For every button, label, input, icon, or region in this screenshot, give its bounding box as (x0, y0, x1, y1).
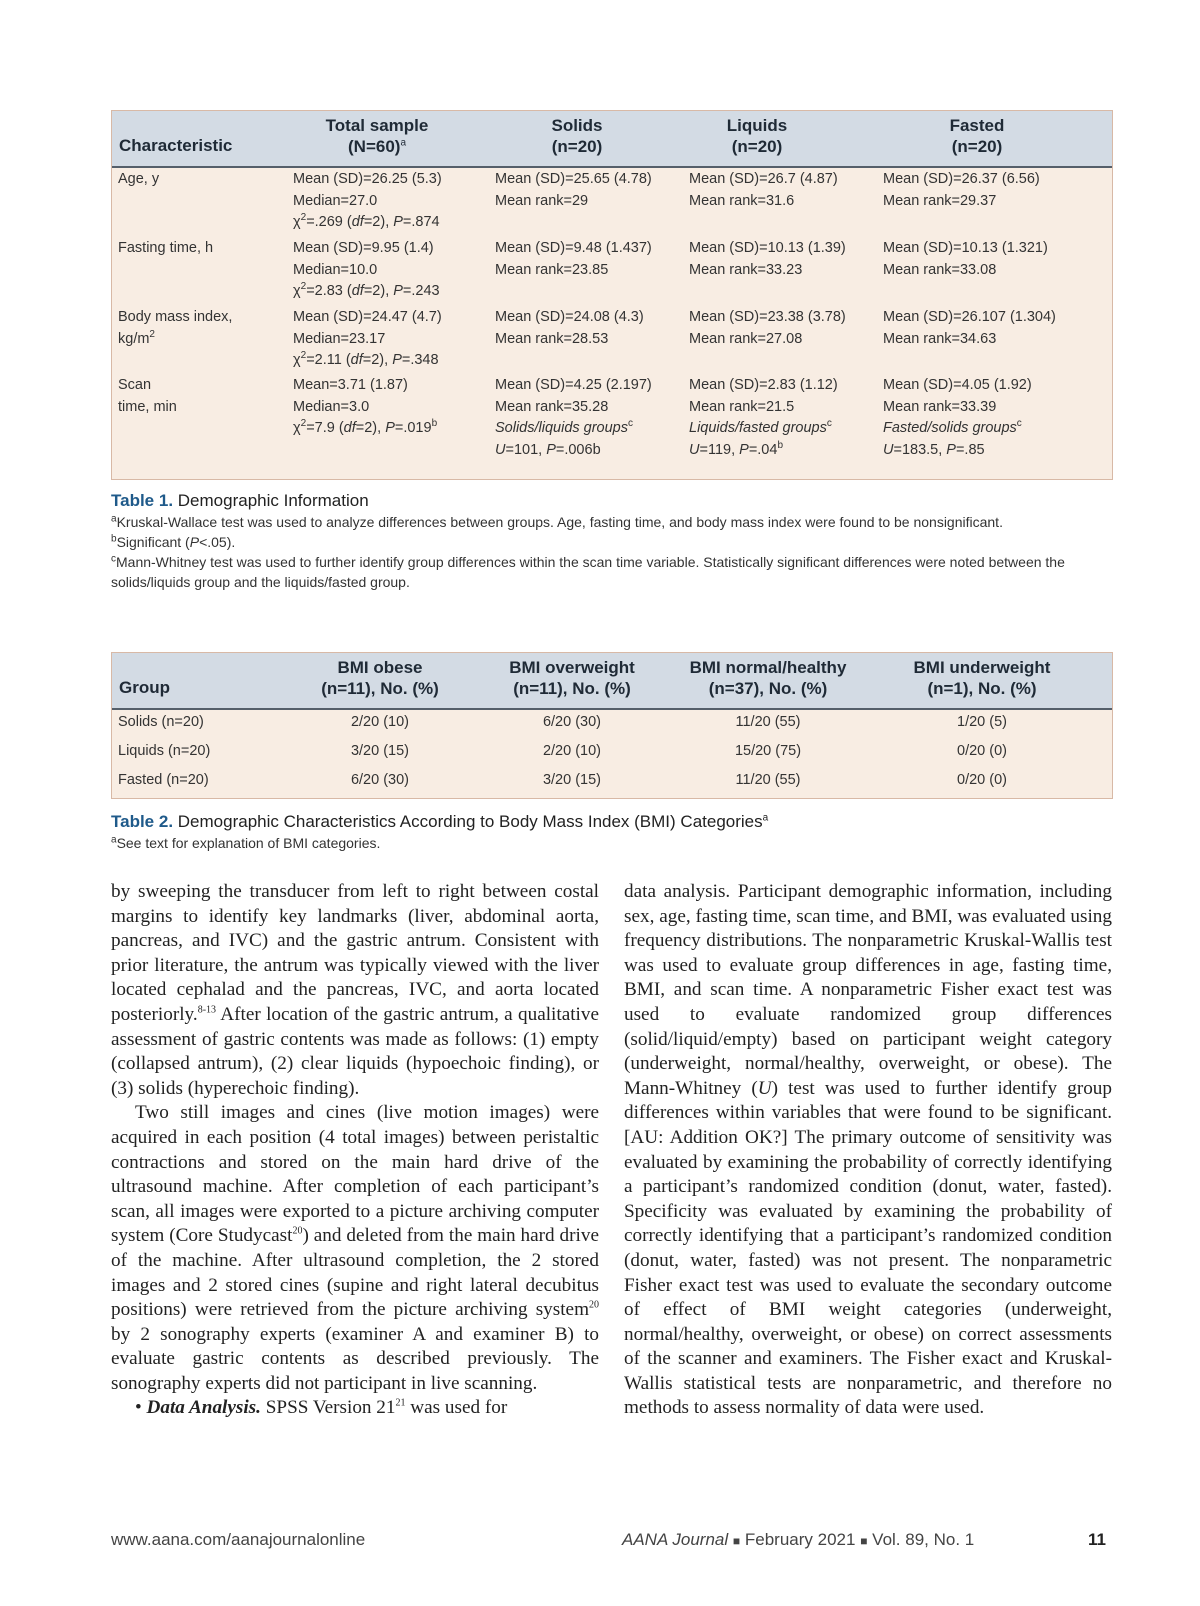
row-bmi-solids: Mean (SD)=24.08 (4.3) Mean rank=28.53 (495, 309, 644, 347)
table-row (112, 738, 1112, 767)
cell-underweight: 1/20 (5) (957, 714, 1007, 730)
table-1-footnotes: $^a$Kruskal-Wallace test was used to analyze differences between groups. Age, fasting time, and body mass index were found to be nonsignificant. $^b$Significant (P<.05). $^c$Mann-Whitney test was used to further identify group differences within the scan time variable. Statistically significant differences were noted between the solids/liquids group and the liquids/fasted group. (111, 513, 1065, 590)
row-age-total: Mean (SD)=26.25 (5.3) Median=27.0 $\chi^2=.269$ (df=2), P=.874 (293, 171, 442, 230)
row-age-solids: Mean (SD)=25.65 (4.78) Mean rank=29 (495, 171, 652, 209)
table-row (112, 709, 1112, 738)
cell-overweight: 6/20 (30) (542, 714, 602, 730)
row-fasting-liquids: Mean (SD)=10.13 (1.39) Mean rank=33.23 (689, 240, 846, 278)
row-scan-fasted: Mean (SD)=4.05 (1.92) Mean rank=33.39 Fasted/solids groups$^c$ U=183.5, P=.85 (883, 377, 1032, 458)
header-liquids: Liquids (n=20) (726, 116, 788, 156)
table-2-footnote: $^a$See text for explanation of BMI categories. (111, 834, 381, 851)
header-total-sample: Total sample (N=60)$^a$ (325, 116, 429, 156)
cell-obese: 2/20 (10) (350, 714, 410, 730)
table-1-header (112, 111, 1112, 168)
cell-normal: 11/20 (55) (735, 772, 801, 788)
row-fasting-fasted: Mean (SD)=10.13 (1.321) Mean rank=33.08 (883, 240, 1048, 278)
header-bmi-normal: BMI normal/healthy (n=37), No. (%) (689, 658, 847, 698)
row-bmi-liquids: Mean (SD)=23.38 (3.78) Mean rank=27.08 (689, 309, 846, 347)
row-age-label: Age, y (118, 171, 160, 187)
header-group: Group (119, 678, 170, 697)
body-column-right (624, 880, 1112, 1421)
header-characteristic: Characteristic (119, 136, 233, 155)
table-1-caption: Table 1. Demographic Information (111, 491, 369, 510)
row-age-liquids: Mean (SD)=26.7 (4.87) Mean rank=31.6 (689, 171, 838, 209)
page-number: 11 (1088, 1530, 1106, 1549)
cell-normal: 11/20 (55) (735, 714, 801, 730)
cell-group: Fasted (n=20) (118, 772, 209, 788)
row-fasting-label: Fasting time, h (118, 240, 214, 256)
row-bmi-fasted: Mean (SD)=26.107 (1.304) Mean rank=34.63 (883, 309, 1056, 347)
row-scan-label: Scan time, min (118, 377, 177, 415)
footer-url: www.aana.com/aanajournalonline (111, 1530, 366, 1549)
cell-normal: 15/20 (75) (734, 743, 802, 759)
data-analysis-heading-paragraph: • Data Analysis. SPSS Version $21^{21}$ was used for (135, 1397, 508, 1419)
table-2-header (112, 653, 1112, 710)
header-bmi-underweight: BMI underweight (n=1), No. (%) (913, 658, 1051, 698)
cell-obese: 3/20 (15) (350, 743, 410, 759)
row-age-fasted: Mean (SD)=26.37 (6.56) Mean rank=29.37 (883, 171, 1040, 209)
header-bmi-overweight: BMI overweight (n=11), No. (%) (509, 658, 635, 698)
paragraph: Two still images and cines (live motion images) were acquired in each position (4 total images) between peristaltic contractions and stored on the main hard drive of the ultrasound machine. After completion of each participant’s scan, all images were exported to a picture archiving computer system (Core Studycast$^{20}$) and deleted from the main hard drive of the machine. After ultrasound completion, the 2 stored images and 2 stored cines (supine and right lateral decubitus positions) were retrieved from the picture archiving system$^{20}$ by 2 sonography experts (examiner A and examiner B) to evaluate gastric contents as described previously. The sonography experts did not participant in live scanning. (111, 1102, 599, 1394)
cell-group: Solids (n=20) (118, 714, 204, 730)
row-scan-liquids: Mean (SD)=2.83 (1.12) Mean rank=21.5 Liquids/fasted groups$^c$ U=119, P=.04$^b$ (689, 377, 838, 458)
row-scan-total: Mean=3.71 (1.87) Median=3.0 $\chi^2=7.9$ (df=2), P=.019$^b$ (293, 377, 438, 436)
paragraph: by sweeping the transducer from left to right between costal margins to identify key landmarks (liver, abdominal aorta, pancreas, and IVC) and the gastric antrum. Consistent with prior literature, the antrum was typically viewed with the liver located cephalad and the pancreas, IVC, and aorta located posteriorly.$^{8-13}$ After location of the gastric antrum, a qualitative assessment of gastric contents was made as follows: (1) empty (collapsed antrum), (2) clear liquids (hypoechoic finding), or (3) solids (hyperechoic finding). (111, 881, 599, 1099)
cell-underweight: 0/20 (0) (957, 743, 1007, 759)
body-column-left (111, 880, 599, 1421)
table-2-caption: Table 2. Demographic Characteristics According to Body Mass Index (BMI) Categories$^a$ (111, 812, 769, 831)
row-bmi-total: Mean (SD)=24.47 (4.7) Median=23.17 $\chi^2=2.11$ (df=2), P=.348 (293, 309, 442, 368)
paragraph: data analysis. Participant demographic information, including sex, age, fasting time, scan time, and BMI, was evaluated using frequency distributions. The nonparametric Kruskal-Wallis test was used to evaluate group differences in age, fasting time, BMI, and scan time. A nonparametric Fisher exact test was used to evaluate randomized group differences (solid/liquid/empty) based on participant weight category (underweight, normal/healthy, overweight, or obese). The Mann-Whitney (U) test was used to further identify group differences within variables that were found to be significant.[AU: Addition OK?] The primary outcome of sensitivity was evaluated by examining the probability of correctly identifying a participant’s randomized condition (donut, water, fasted). Specificity was evaluated by examining the probability of correctly identifying that a participant’s randomized condition (donut, water, fasted) was not present. The nonparametric Fisher exact test was used to evaluate the secondary outcome of effect of BMI weight categories (underweight, normal/healthy, overweight, or obese) on correct assessments of the scanner and examiners. The Fisher exact and Kruskal-Wallis statistical tests are nonparametric, and therefore no methods to assess normality of data were used. (624, 881, 1112, 1419)
row-bmi-label: Body mass index, $kg/m^2$ (118, 309, 233, 347)
row-scan-solids: Mean (SD)=4.25 (2.197) Mean rank=35.28 Solids/liquids groups$^c$ U=101, P=.006b (495, 377, 652, 458)
header-solids: Solids (n=20) (551, 116, 603, 156)
cell-obese: 6/20 (30) (350, 772, 410, 788)
row-fasting-total: Mean (SD)=9.95 (1.4) Median=10.0 $\chi^2=2.83$ (df=2), P=.243 (293, 240, 440, 299)
cell-underweight: 0/20 (0) (957, 772, 1007, 788)
row-fasting-solids: Mean (SD)=9.48 (1.437) Mean rank=23.85 (495, 240, 652, 278)
header-bmi-obese: BMI obese (n=11), No. (%) (321, 658, 439, 698)
table-2 (111, 652, 1113, 799)
table-row (112, 767, 1112, 796)
cell-group: Liquids (n=20) (118, 743, 211, 759)
footer-journal: AANA Journal ■ February 2021 ■ Vol. 89, No. 1 (622, 1530, 975, 1549)
cell-overweight: 2/20 (10) (542, 743, 602, 759)
table-1 (111, 110, 1113, 480)
cell-overweight: 3/20 (15) (542, 772, 602, 788)
header-fasted: Fasted (n=20) (949, 116, 1005, 156)
